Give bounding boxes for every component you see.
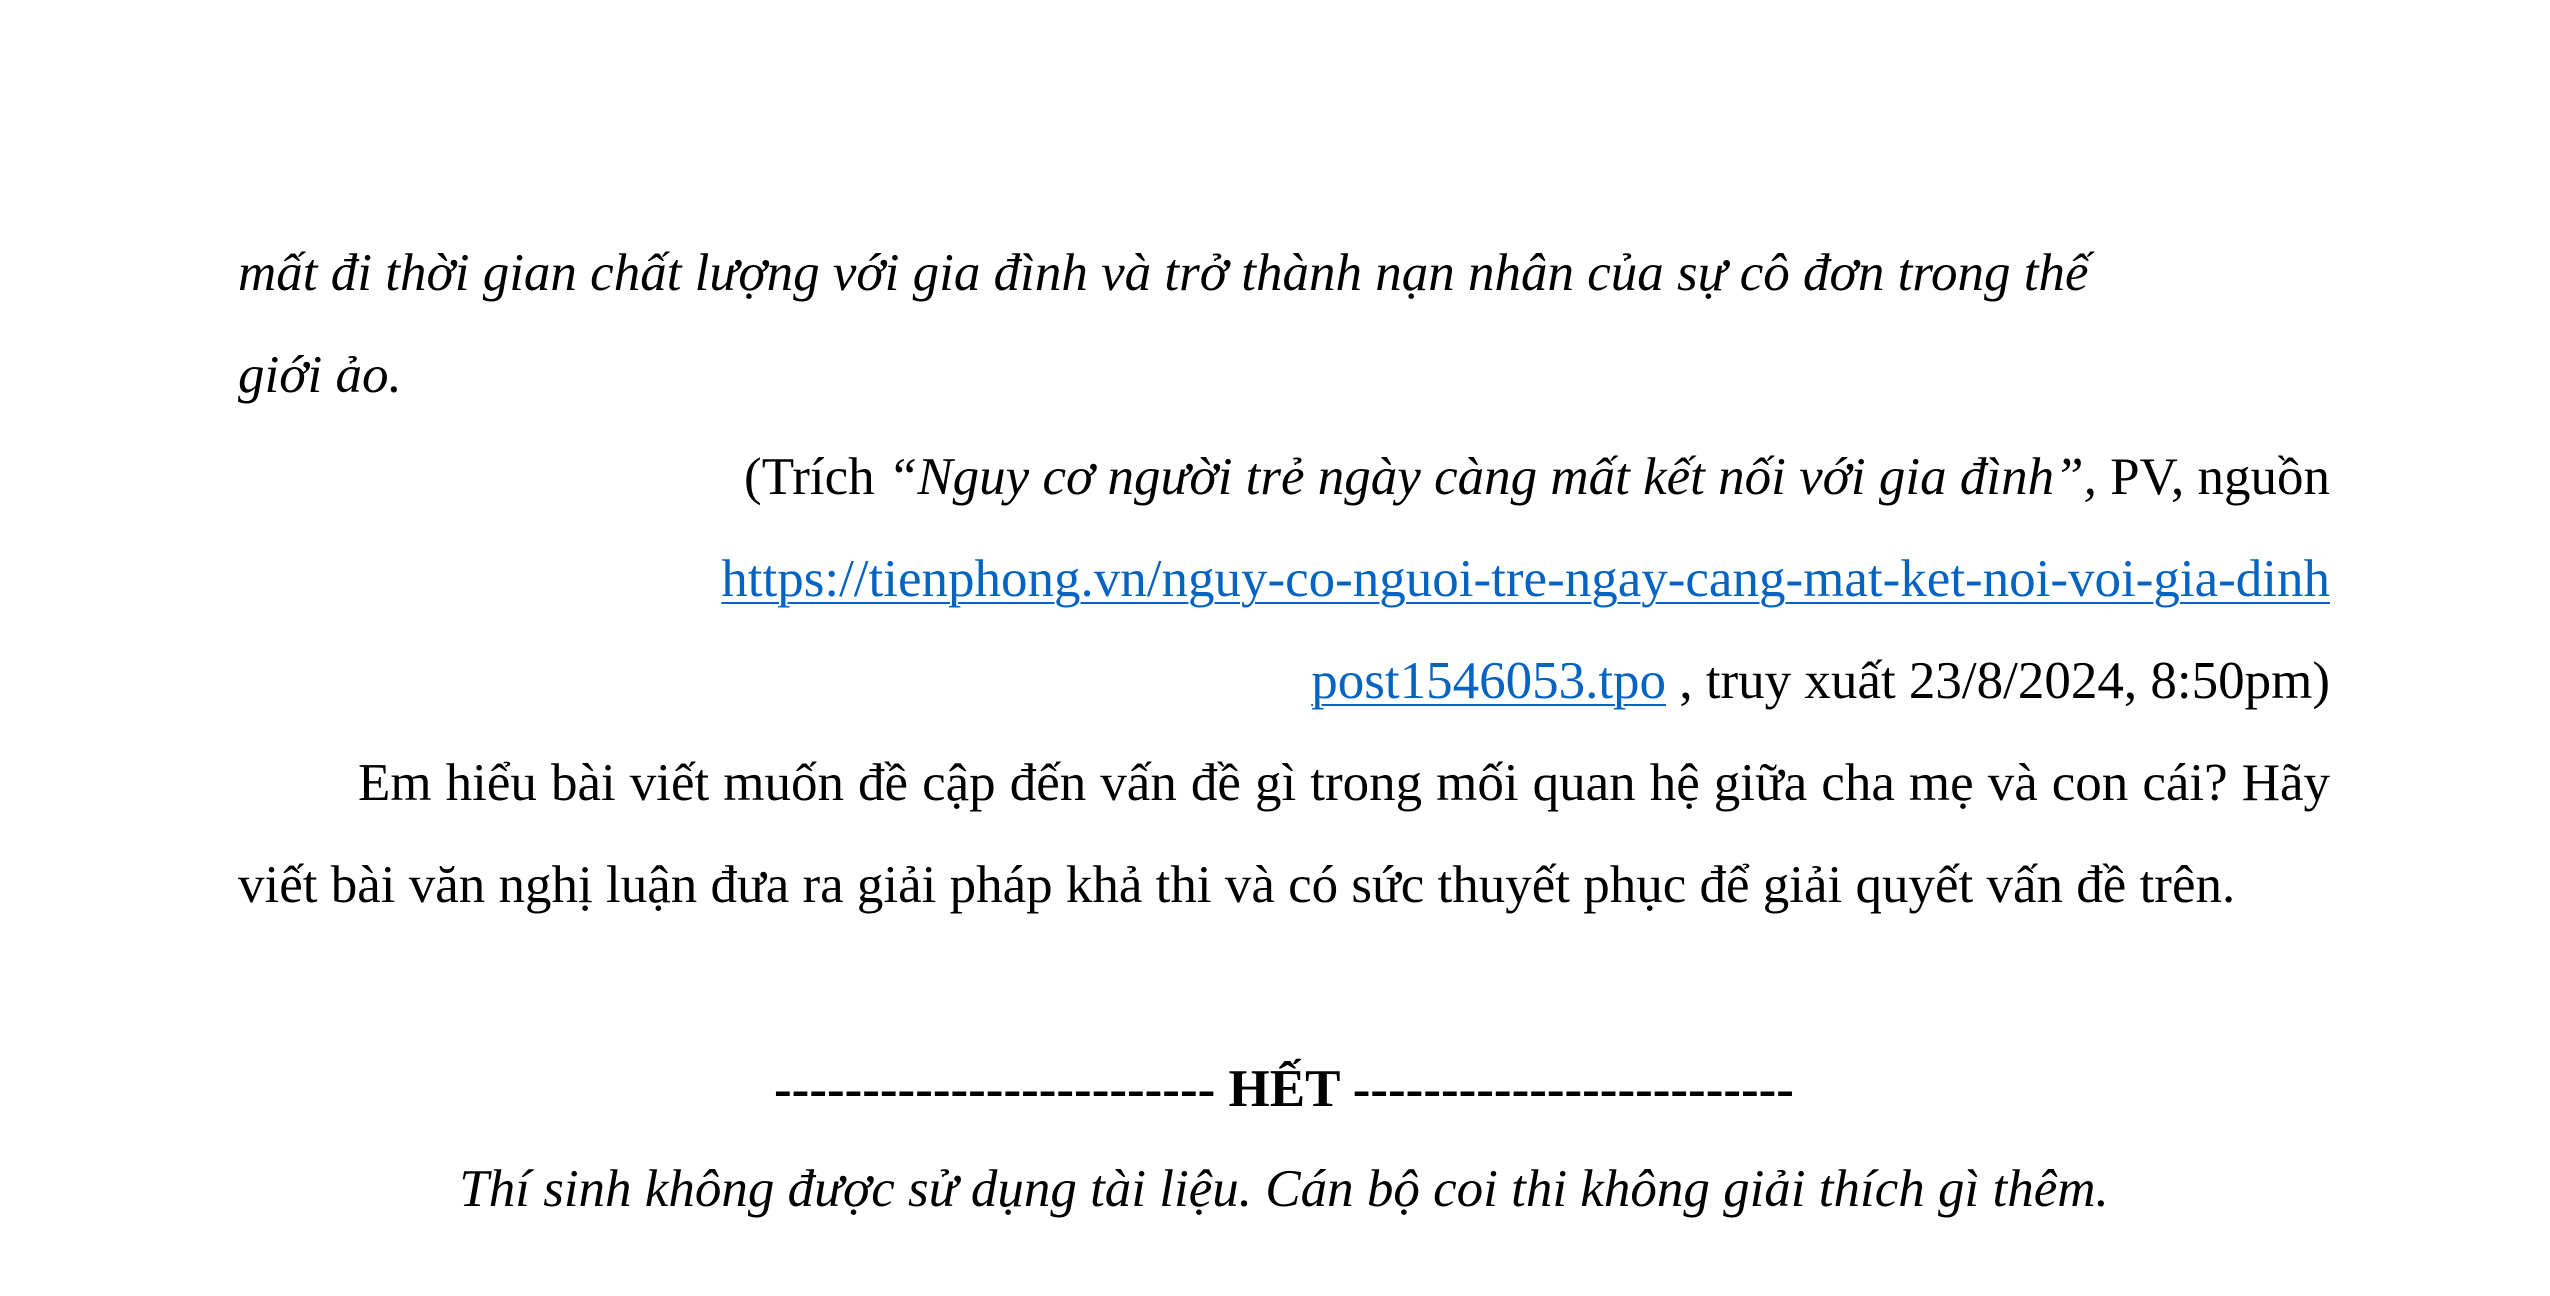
citation-title: “Nguy cơ người trẻ ngày càng mất kết nối với gia đình”, [887,448,2097,506]
exam-note: Thí sinh không được sử dụng tài liệu. Cán bộ coi thi không giải thích gì thêm. [459,1160,2109,1218]
citation-author-source: PV, nguồn [2096,448,2330,506]
question-paragraph: Em hiểu bài viết muốn đề cập đến vấn đề gì trong mối quan hệ giữa cha mẹ và con cái? Hãy viết bài văn nghị luận đưa ra giải pháp khả thi và có sức thuyết phục để giải quyết vấn đề trên. [238,754,2330,914]
citation-access-date: , truy xuất 23/8/2024, 8:50pm) [1666,652,2330,710]
paragraph-line-2: giới ảo. [238,346,402,404]
source-link-part-1[interactable]: https://tienphong.vn/nguy-co-nguoi-tre-ngay-cang-mat-ket-noi-voi-gia-dinh [721,550,2330,608]
citation [238,426,2330,732]
citation-line-2 [238,528,2330,630]
citation-prefix: (Trích [744,448,888,506]
end-marker: ------------------------- HẾT ------------------------- [774,1060,1794,1118]
paragraph-line-1: mất đi thời gian chất lượng với gia đình và trở thành nạn nhân của sự cô đơn trong thế [238,244,2089,302]
citation-line-1 [238,426,2330,528]
paragraph-continuation [238,222,2330,426]
citation-line-3 [238,630,2330,732]
source-link-part-2[interactable]: post1546053.tpo [1311,652,1667,710]
